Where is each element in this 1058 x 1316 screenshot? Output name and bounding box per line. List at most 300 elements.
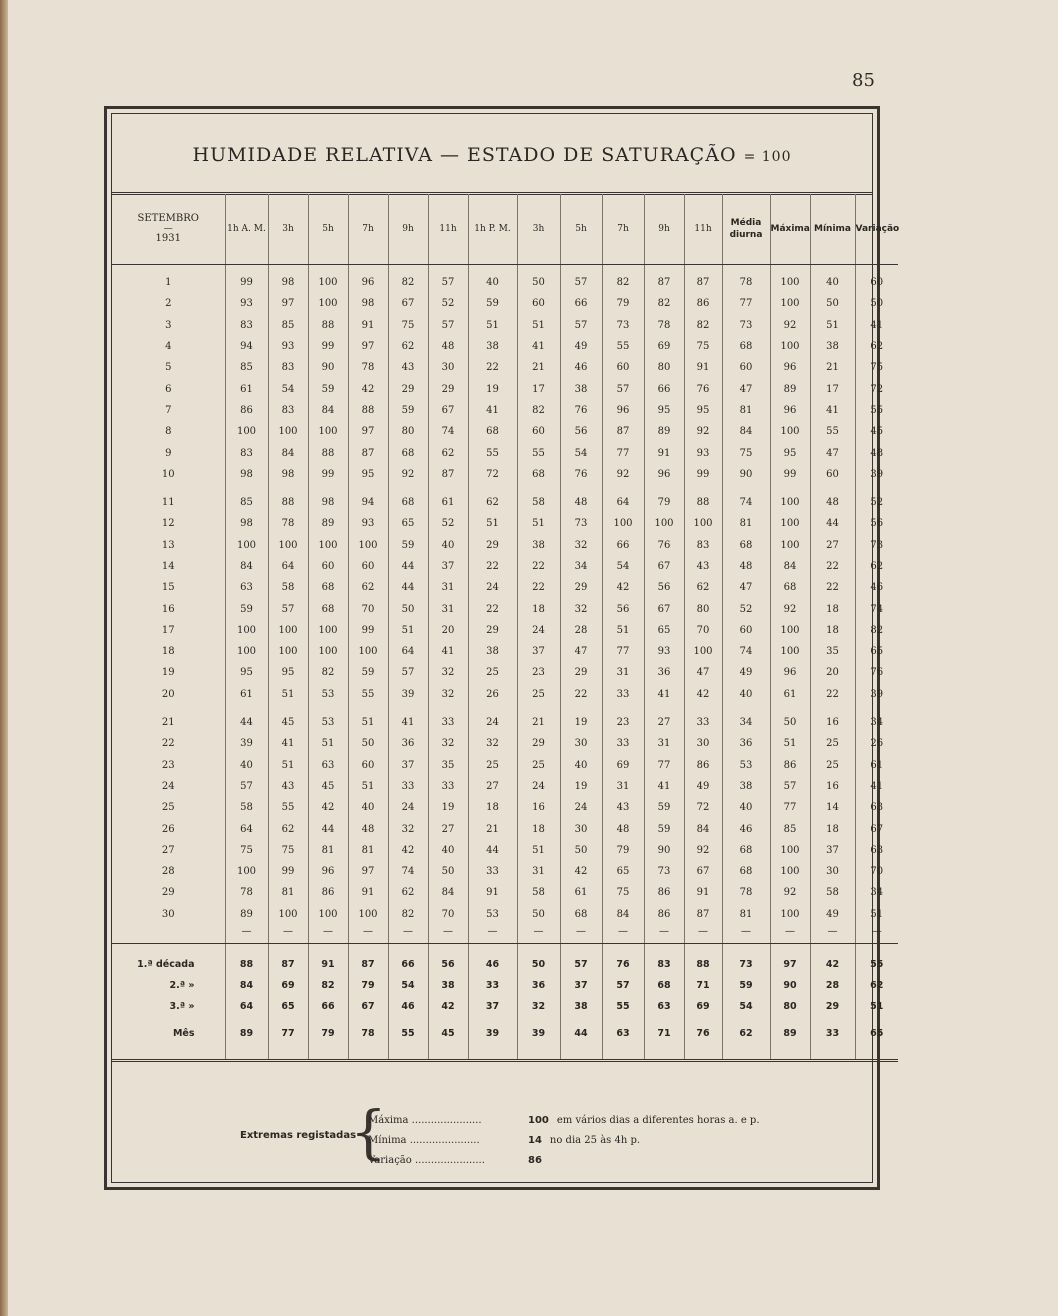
table-cell: 66 (602, 535, 644, 556)
table-cell: 84 (722, 421, 770, 442)
table-cell: 41 (644, 684, 684, 705)
spacer-cell (348, 265, 388, 273)
table-cell: 53 (308, 684, 348, 705)
table-cell: 33 (684, 712, 722, 733)
table-cell: 19 (560, 712, 602, 733)
table-cell: 81 (722, 400, 770, 421)
spacer-cell (225, 485, 268, 492)
table-cell: 40 (428, 840, 468, 861)
table-cell: 4 (165, 341, 172, 353)
table-cell: 54 (602, 556, 644, 577)
table-cell: 80 (388, 421, 428, 442)
table-cell: 67 (644, 556, 684, 577)
table-cell: 93 (225, 293, 268, 314)
table-cell: 42 (810, 954, 855, 975)
table-cell: 50 (560, 840, 602, 861)
table-cell: 45 (268, 712, 308, 733)
table-cell: 75 (388, 315, 428, 336)
table-cell: 34 (855, 882, 898, 903)
column-header: 3h (268, 194, 308, 265)
table-cell: 12 (161, 518, 175, 530)
table-cell: 25 (810, 733, 855, 754)
table-cell: 40 (348, 797, 388, 818)
spacer-cell (770, 943, 810, 954)
table-cell: 100 (770, 421, 810, 442)
table-cell: 100 (308, 272, 348, 293)
table-cell: 73 (722, 315, 770, 336)
humidity-table (112, 194, 898, 1062)
table-cell: 61 (770, 684, 810, 705)
table-cell: 90 (644, 840, 684, 861)
table-cell: 19 (428, 797, 468, 818)
header-rule: — (163, 224, 173, 234)
table-cell: 100 (644, 513, 684, 534)
table-cell: 57 (770, 776, 810, 797)
table-cell: 100 (225, 535, 268, 556)
table-cell: 50 (517, 272, 560, 293)
extremes-line (368, 1111, 760, 1131)
table-cell: 96 (308, 861, 348, 882)
table-cell: 100 (770, 513, 810, 534)
table-cell: 48 (560, 492, 602, 513)
column-header: Mínima (810, 194, 855, 265)
spacer-cell (560, 705, 602, 712)
table-cell: 67 (428, 400, 468, 421)
table-cell: 48 (602, 818, 644, 839)
table-cell: 22 (560, 684, 602, 705)
table-cell: 27 (161, 844, 175, 856)
table-cell: 26 (468, 684, 517, 705)
table-cell: 70 (684, 620, 722, 641)
brace-icon: { (350, 1098, 387, 1166)
table-cell: — (560, 925, 602, 939)
title-row (112, 114, 872, 195)
table-cell: 62 (468, 492, 517, 513)
table-cell: 51 (855, 996, 898, 1017)
table-cell: 31 (644, 733, 684, 754)
table-cell: 41 (644, 776, 684, 797)
table-cell: 57 (268, 598, 308, 619)
table-cell: 46 (855, 577, 898, 598)
table-row (112, 684, 898, 705)
table-cell: — (225, 925, 268, 939)
table-cell: 23 (517, 662, 560, 683)
table-cell: 68 (722, 336, 770, 357)
table-row (112, 818, 898, 839)
table-cell: 34 (855, 712, 898, 733)
table-cell: 44 (810, 513, 855, 534)
table-cell: 49 (810, 904, 855, 925)
spacer-cell (602, 1051, 644, 1061)
table-cell: 95 (684, 400, 722, 421)
table-cell: 40 (560, 755, 602, 776)
table-cell: 26 (161, 823, 175, 835)
table-cell: 68 (308, 598, 348, 619)
spacer-cell (560, 265, 602, 273)
table-cell: 32 (468, 733, 517, 754)
table-cell: 26 (855, 733, 898, 754)
table-cell: 31 (428, 598, 468, 619)
table-cell: 60 (855, 272, 898, 293)
table-cell: 80 (770, 996, 810, 1017)
table-cell: — (684, 925, 722, 939)
decade-gap (112, 705, 898, 712)
table-cell: 1 (165, 277, 172, 289)
spacer-cell (722, 943, 770, 954)
table-row (112, 464, 898, 485)
table-cell: 51 (517, 513, 560, 534)
table-cell: 88 (225, 954, 268, 975)
table-cell: 55 (517, 442, 560, 463)
table-cell: 17 (161, 624, 175, 636)
column-header: 7h (348, 194, 388, 265)
table-cell: 75 (602, 882, 644, 903)
table-cell: 68 (722, 861, 770, 882)
table-cell: 37 (428, 556, 468, 577)
table-cell: 76 (644, 535, 684, 556)
table-row (112, 336, 898, 357)
table-cell: 86 (770, 755, 810, 776)
spacer-cell (388, 1051, 428, 1061)
column-header: 7h (602, 194, 644, 265)
table-cell: 99 (225, 272, 268, 293)
table-cell: 41 (810, 400, 855, 421)
table-cell: 47 (684, 662, 722, 683)
table-cell: 33 (468, 975, 517, 996)
table-cell: 41 (388, 712, 428, 733)
table-cell: 31 (602, 776, 644, 797)
spacer-cell (112, 1051, 225, 1061)
title-eq: = 100 (743, 149, 792, 165)
table-cell: 18 (161, 646, 175, 658)
table-cell: 18 (810, 598, 855, 619)
table-cell: 92 (388, 464, 428, 485)
table-cell: 92 (770, 315, 810, 336)
column-header: Máxima (770, 194, 810, 265)
table-cell: 70 (348, 598, 388, 619)
table-cell: 39 (855, 684, 898, 705)
table-cell: 59 (722, 975, 770, 996)
table-cell: — (644, 925, 684, 939)
spacer-cell (308, 485, 348, 492)
table-cell: 24 (468, 577, 517, 598)
table-cell: 51 (268, 684, 308, 705)
table-cell: 61 (428, 492, 468, 513)
column-header: 9h (388, 194, 428, 265)
table-cell: 63 (855, 797, 898, 818)
extremes-line (368, 1151, 760, 1171)
table-cell: 100 (308, 535, 348, 556)
table-cell: 100 (268, 620, 308, 641)
spacer-cell (468, 1051, 517, 1061)
spacer-cell (602, 943, 644, 954)
table-cell: 100 (268, 421, 308, 442)
extremes-note: no dia 25 às 4h p. (549, 1135, 641, 1146)
table-cell: 44 (560, 1017, 602, 1051)
table-cell: 35 (428, 755, 468, 776)
extremes-name: Mínima ...................... (368, 1135, 480, 1146)
spacer-cell (810, 1051, 855, 1061)
table-cell: 51 (468, 513, 517, 534)
table-cell: 39 (517, 1017, 560, 1051)
table-cell: 67 (644, 598, 684, 619)
table-cell: 97 (268, 293, 308, 314)
table-cell: 78 (348, 1017, 388, 1051)
table-cell: 75 (684, 336, 722, 357)
decade-gap (112, 485, 898, 492)
spacer-cell (810, 485, 855, 492)
table-cell: 68 (644, 975, 684, 996)
table-cell: 82 (644, 293, 684, 314)
spacer-cell (684, 1051, 722, 1061)
spacer-cell (112, 265, 225, 273)
spacer-cell (348, 1051, 388, 1061)
table-cell: 77 (602, 641, 644, 662)
table-cell: 19 (468, 378, 517, 399)
table-cell: 78 (268, 513, 308, 534)
table-cell: 24 (560, 797, 602, 818)
spacer-cell (855, 705, 898, 712)
table-cell: 48 (722, 556, 770, 577)
table-row (112, 662, 898, 683)
table-cell: 84 (225, 556, 268, 577)
table-cell: 84 (428, 882, 468, 903)
table-cell: 48 (348, 818, 388, 839)
spacer-cell (428, 705, 468, 712)
table-cell: 42 (348, 378, 388, 399)
table-cell: 83 (684, 535, 722, 556)
table-cell: 56 (560, 421, 602, 442)
table-cell: 74 (855, 598, 898, 619)
table-cell: 38 (722, 776, 770, 797)
table-cell: 27 (810, 535, 855, 556)
table-cell: 43 (268, 776, 308, 797)
table-cell: 29 (468, 620, 517, 641)
table-cell: 89 (308, 513, 348, 534)
table-cell: 47 (722, 378, 770, 399)
table-cell: 74 (388, 861, 428, 882)
table-cell: 34 (560, 556, 602, 577)
table-cell: 59 (468, 293, 517, 314)
table-row (112, 776, 898, 797)
spacer-cell (722, 485, 770, 492)
table-cell: 36 (517, 975, 560, 996)
spacer-cell (560, 485, 602, 492)
table-cell: 34 (722, 712, 770, 733)
spacer-cell (644, 265, 684, 273)
spacer-cell (388, 705, 428, 712)
table-cell: 99 (308, 464, 348, 485)
table-cell: 55 (468, 442, 517, 463)
spacer-cell (308, 1051, 348, 1061)
table-cell: 100 (348, 904, 388, 925)
table-cell: 19 (560, 776, 602, 797)
table-cell: 100 (308, 641, 348, 662)
table-cell: Mês (172, 1028, 195, 1040)
table-cell: 6 (165, 383, 172, 395)
table-cell: 50 (770, 712, 810, 733)
table-cell: 75 (722, 442, 770, 463)
table-cell: 51 (810, 315, 855, 336)
extremes-label: Extremas registadas (240, 1130, 357, 1141)
spacer-cell (428, 485, 468, 492)
table-cell: 77 (602, 442, 644, 463)
table-cell: 75 (268, 840, 308, 861)
table-cell: 32 (388, 818, 428, 839)
table-cell: 93 (268, 336, 308, 357)
table-cell: 97 (348, 861, 388, 882)
table-cell: 89 (770, 1017, 810, 1051)
table-cell: 100 (684, 513, 722, 534)
table-cell: 39 (468, 1017, 517, 1051)
table-cell: 87 (684, 904, 722, 925)
table-cell: 72 (684, 797, 722, 818)
table-frame (104, 106, 900, 1190)
table-cell: 36 (388, 733, 428, 754)
table-cell: 50 (855, 293, 898, 314)
table-cell: 1.ª década (137, 958, 195, 970)
table-cell: 63 (644, 996, 684, 1017)
table-cell: 83 (225, 315, 268, 336)
table-cell: 59 (348, 662, 388, 683)
spacer-cell (722, 1051, 770, 1061)
table-cell: 32 (560, 535, 602, 556)
table-cell: 66 (308, 996, 348, 1017)
table-cell: 100 (308, 620, 348, 641)
table-cell: 44 (388, 577, 428, 598)
table-cell: 80 (644, 357, 684, 378)
column-header: 1h A. M. (225, 194, 268, 265)
table-cell: 37 (810, 840, 855, 861)
table-cell: 89 (225, 904, 268, 925)
table-cell: 93 (684, 442, 722, 463)
table-cell: 22 (468, 598, 517, 619)
spacer-cell (308, 943, 348, 954)
table-cell: 62 (268, 818, 308, 839)
table-cell: 50 (517, 904, 560, 925)
table-cell: 41 (517, 336, 560, 357)
spacer-cell (388, 485, 428, 492)
table-cell: — (810, 925, 855, 939)
table-cell: 51 (602, 620, 644, 641)
table-cell: 40 (468, 272, 517, 293)
table-cell: 60 (722, 620, 770, 641)
table-cell: 37 (388, 755, 428, 776)
spacer-cell (388, 265, 428, 273)
table-cell: 90 (770, 975, 810, 996)
table-cell: 100 (348, 641, 388, 662)
table-cell: 68 (517, 464, 560, 485)
table-cell: 79 (644, 492, 684, 513)
dash-row (112, 925, 898, 939)
table-row (112, 733, 898, 754)
table-cell: 38 (428, 975, 468, 996)
table-cell: 82 (684, 315, 722, 336)
table-cell: 60 (722, 357, 770, 378)
table-cell: 78 (348, 357, 388, 378)
table-cell: 67 (388, 293, 428, 314)
table-row (112, 598, 898, 619)
table-cell: 57 (602, 975, 644, 996)
spacer-cell (684, 943, 722, 954)
table-cell: 57 (388, 662, 428, 683)
table-cell: 68 (388, 442, 428, 463)
table-cell: 33 (602, 684, 644, 705)
table-cell: 42 (684, 684, 722, 705)
table-cell: 69 (602, 755, 644, 776)
table-cell: 48 (855, 442, 898, 463)
table-cell: 69 (684, 996, 722, 1017)
table-cell: 31 (517, 861, 560, 882)
spacer-cell (348, 705, 388, 712)
table-cell: 21 (161, 717, 175, 729)
table-cell: 100 (268, 535, 308, 556)
table-cell: 43 (388, 357, 428, 378)
table-cell: 54 (722, 996, 770, 1017)
table-cell: 51 (308, 733, 348, 754)
table-cell: 63 (602, 1017, 644, 1051)
table-cell: 30 (161, 908, 175, 920)
table-cell: 78 (722, 272, 770, 293)
table-cell: 89 (770, 378, 810, 399)
table-cell: 29 (161, 887, 175, 899)
table-cell: 68 (560, 904, 602, 925)
table-cell: 76 (855, 662, 898, 683)
table-cell: 100 (770, 336, 810, 357)
table-cell: 100 (770, 535, 810, 556)
table-cell: 38 (560, 996, 602, 1017)
spacer-cell (722, 705, 770, 712)
table-cell: 36 (644, 662, 684, 683)
table-cell: 18 (517, 598, 560, 619)
table-cell: 63 (225, 577, 268, 598)
table-cell: 83 (268, 400, 308, 421)
table-cell: 94 (225, 336, 268, 357)
table-cell: 97 (348, 336, 388, 357)
table-cell: 31 (602, 662, 644, 683)
table-cell: 50 (388, 598, 428, 619)
table-cell: 28 (161, 866, 175, 878)
table-cell: 98 (268, 464, 308, 485)
spacer-cell (810, 265, 855, 273)
table-cell: 28 (560, 620, 602, 641)
table-cell: 100 (770, 272, 810, 293)
title-main: HUMIDADE RELATIVA — ESTADO DE SATURAÇÃO (192, 144, 737, 166)
table-cell: 100 (308, 421, 348, 442)
table-cell: 38 (560, 378, 602, 399)
table-row (112, 513, 898, 534)
table-cell: 38 (468, 336, 517, 357)
column-header: 11h (684, 194, 722, 265)
table-cell: 76 (560, 464, 602, 485)
table-cell: 33 (388, 776, 428, 797)
table-cell: 92 (684, 421, 722, 442)
table-cell: 85 (770, 818, 810, 839)
table-cell: 57 (428, 272, 468, 293)
table-cell: 52 (722, 598, 770, 619)
table-cell: 24 (517, 620, 560, 641)
table-cell: 86 (644, 904, 684, 925)
table-cell: 96 (770, 662, 810, 683)
table-row (112, 712, 898, 733)
table-cell: 37 (560, 975, 602, 996)
table-cell: 55 (855, 954, 898, 975)
spacer-cell (112, 943, 225, 954)
table-cell: 40 (722, 797, 770, 818)
table-cell: 60 (308, 556, 348, 577)
table-cell: 48 (428, 336, 468, 357)
table-cell: 79 (308, 1017, 348, 1051)
